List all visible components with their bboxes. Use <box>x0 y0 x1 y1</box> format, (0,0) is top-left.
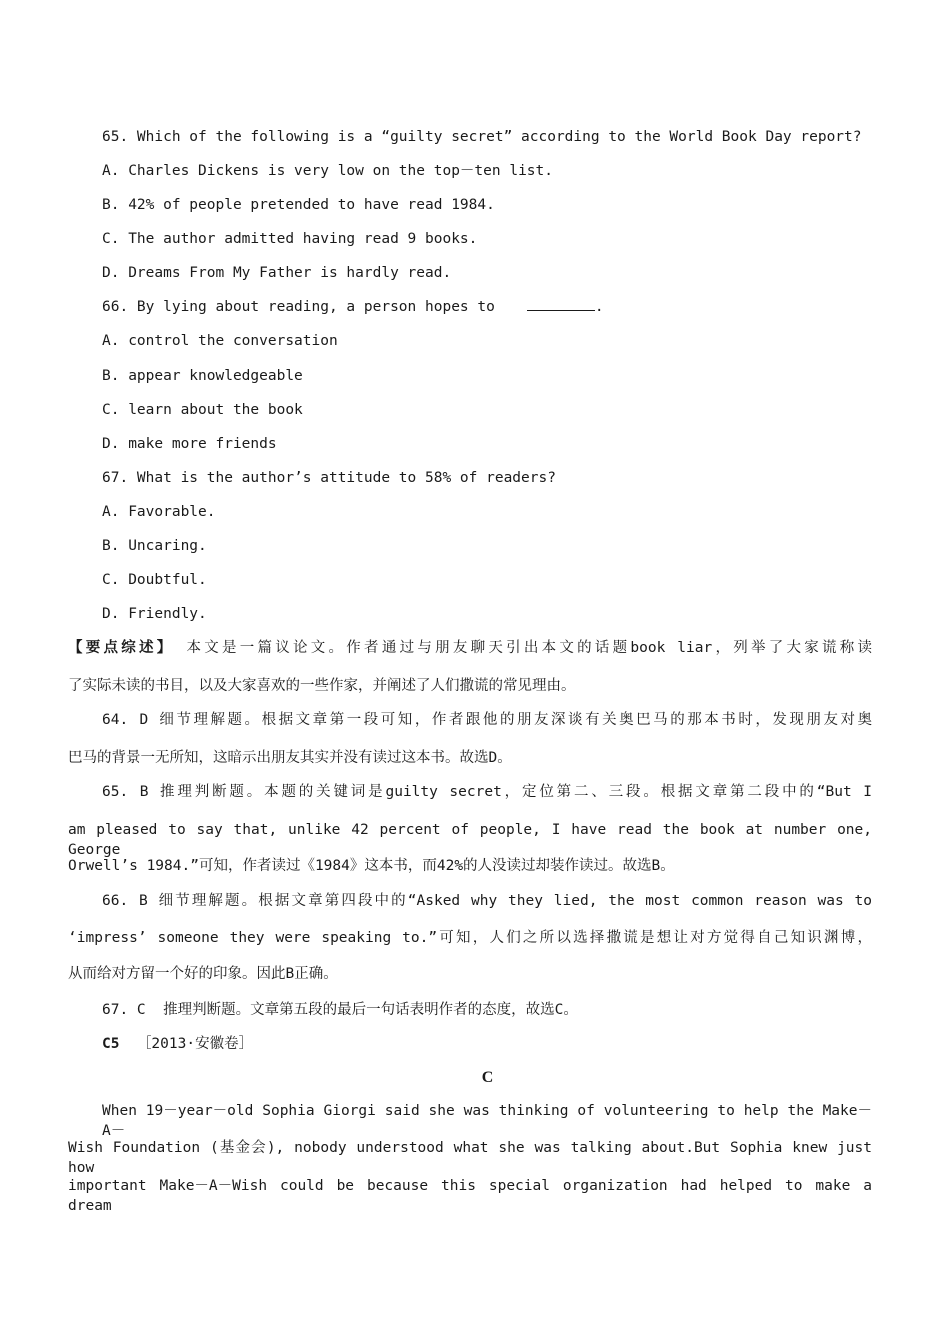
answer-blank <box>527 297 595 311</box>
passage-line-1: When 19－year－old Sophia Giorgi said she was thinking of volunteering to help the Make－A－ <box>102 1103 872 1139</box>
question-67-option-c: C. Doubtful. <box>102 572 207 588</box>
section-code: C5 <box>102 1036 120 1052</box>
question-66-option-c: C. learn about the book <box>102 402 303 418</box>
passage-line-2: Wish Foundation (基金会), nobody understood what she was talking about.But Sophia knew just how <box>68 1140 872 1176</box>
question-67-option-a: A. Favorable. <box>102 504 216 520</box>
answer-65-line-2: am pleased to say that, unlike 42 percent of people, I have read the book at number one, George <box>68 822 872 858</box>
answer-66-line-2: ‘impress’ someone they were speaking to.”可知，人们之所以选择撒谎是想让对方觉得自己知识渊博， <box>68 930 872 946</box>
answer-65-line-3: Orwell’s 1984.”可知，作者读过《1984》这本书，而42%的人没读过却装作读过。故选B。 <box>68 858 675 874</box>
question-67-option-b: B. Uncaring. <box>102 538 207 554</box>
passage-letter: C <box>481 1069 494 1086</box>
question-65-option-b: B. 42% of people pretended to have read 1984. <box>102 197 495 213</box>
section-header <box>102 1034 253 1054</box>
question-65-option-a: A. Charles Dickens is very low on the top－ten list. <box>102 163 553 179</box>
question-65-option-c: C. The author admitted having read 9 books. <box>102 231 478 247</box>
question-65-option-d: D. Dreams From My Father is hardly read. <box>102 265 452 281</box>
question-67-option-d: D. Friendly. <box>102 606 207 622</box>
question-66-stem: 66. By lying about reading, a person hopes to <box>102 299 495 315</box>
question-65-stem: 65. Which of the following is a “guilty secret” according to the World Book Day report? <box>102 129 862 145</box>
summary-tag: 【要点综述】 <box>68 640 175 656</box>
question-66-option-d: D. make more friends <box>102 436 277 452</box>
answer-65-line-1: 65. B 推理判断题。本题的关键词是guilty secret，定位第二、三段。根据文章第二段中的“But I <box>102 784 872 800</box>
question-67-stem: 67. What is the author’s attitude to 58% of readers? <box>102 470 556 486</box>
passage-line-3: important Make－A－Wish could be because this special organization had helped to make a dream <box>68 1178 872 1214</box>
answer-66-line-3: 从而给对方留一个好的印象。因此B正确。 <box>68 966 338 982</box>
question-66-end: . <box>594 299 604 315</box>
answer-64-line-1: 64. D 细节理解题。根据文章第一段可知，作者跟他的朋友深谈有关奥巴马的那本书时，发现朋友对奥 <box>102 712 872 728</box>
answer-67: 67. C 推理判断题。文章第五段的最后一句话表明作者的态度，故选C。 <box>102 1002 578 1018</box>
answer-66-line-1: 66. B 细节理解题。根据文章第四段中的“Asked why they lied, the most common reason was to <box>102 893 872 909</box>
section-source: ［2013·安徽卷］ <box>136 1036 254 1052</box>
summary-text-1: 本文是一篇议论文。作者通过与朋友聊天引出本文的话题book liar，列举了大家谎称读 <box>186 640 872 656</box>
question-66-option-b: B. appear knowledgeable <box>102 368 303 384</box>
answer-64-line-2: 巴马的背景一无所知，这暗示出朋友其实并没有读过这本书。故选D。 <box>68 750 512 766</box>
summary-line-2: 了实际未读的书目，以及大家喜欢的一些作家，并阐述了人们撒谎的常见理由。 <box>68 678 576 694</box>
summary-line-1 <box>68 638 872 658</box>
question-66-option-a: A. control the conversation <box>102 333 338 349</box>
question-66-line <box>102 297 604 317</box>
